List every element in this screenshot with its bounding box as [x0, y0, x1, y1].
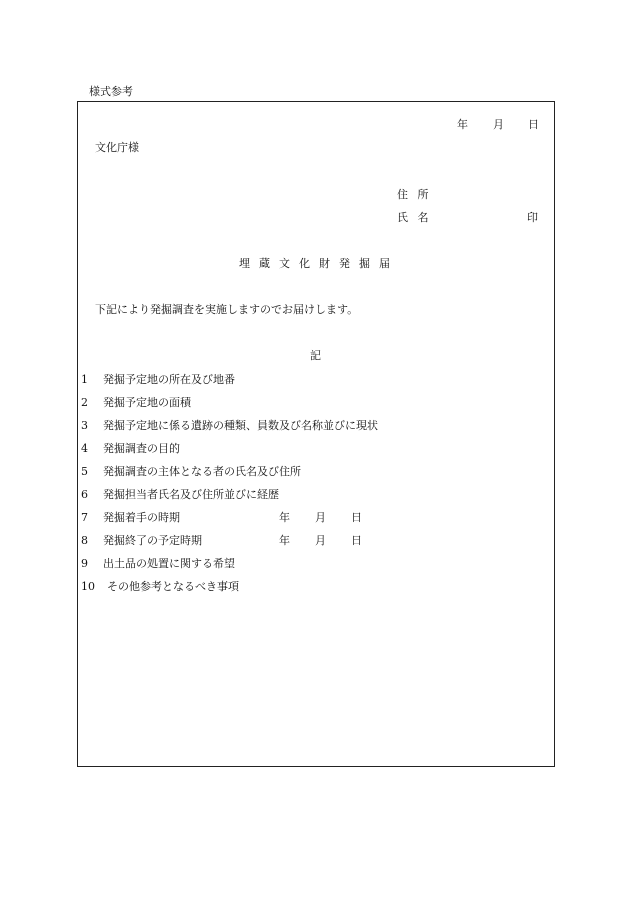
item-number: 8	[81, 534, 88, 547]
item-text: 発掘着手の時期	[103, 511, 180, 524]
seal-label: 印	[527, 211, 538, 224]
addressee: 文化庁様	[95, 141, 139, 154]
list-item	[81, 443, 180, 454]
item-day-label: 日	[351, 534, 362, 547]
list-item	[81, 558, 235, 569]
item-text: 発掘予定地に係る遺跡の種類、員数及び名称並びに現状	[103, 419, 378, 432]
applicant-name-label: 氏 名	[397, 211, 432, 224]
item-text: 発掘予定地の所在及び地番	[103, 373, 235, 386]
list-item	[81, 466, 301, 477]
list-item	[81, 489, 279, 500]
item-number: 10	[81, 580, 95, 593]
form-frame	[77, 101, 555, 767]
list-item	[81, 374, 235, 385]
item-number: 7	[81, 511, 88, 524]
item-number: 2	[81, 396, 88, 409]
intro-text: 下記により発掘調査を実施しますのでお届けします。	[95, 303, 359, 316]
item-month-label: 月	[315, 534, 326, 547]
item-month-label: 月	[315, 511, 326, 524]
list-item	[81, 420, 378, 431]
form-reference-label: 様式参考	[89, 85, 133, 98]
item-number: 5	[81, 465, 88, 478]
notation-heading: 記	[310, 349, 321, 362]
item-text: その他参考となるべき事項	[107, 580, 239, 593]
item-date-fields	[279, 535, 362, 546]
item-number: 3	[81, 419, 88, 432]
item-year-label: 年	[279, 534, 290, 547]
date-year-label: 年	[457, 118, 468, 131]
date-day-label: 日	[528, 118, 539, 131]
list-item	[81, 512, 180, 523]
item-text: 発掘担当者氏名及び住所並びに経歴	[103, 488, 279, 501]
item-text: 発掘調査の主体となる者の氏名及び住所	[103, 465, 301, 478]
date-month-label: 月	[493, 118, 504, 131]
item-number: 9	[81, 557, 88, 570]
list-item	[81, 535, 202, 546]
item-number: 6	[81, 488, 88, 501]
list-item	[81, 581, 239, 592]
applicant-address-label: 住 所	[397, 188, 432, 201]
document-title: 埋蔵文化財発掘届	[239, 257, 399, 270]
list-item	[81, 397, 191, 408]
item-text: 出土品の処置に関する希望	[103, 557, 235, 570]
item-text: 発掘終了の予定時期	[103, 534, 202, 547]
item-text: 発掘調査の目的	[103, 442, 180, 455]
item-day-label: 日	[351, 511, 362, 524]
item-number: 4	[81, 442, 88, 455]
item-year-label: 年	[279, 511, 290, 524]
item-number: 1	[81, 373, 88, 386]
item-date-fields	[279, 512, 362, 523]
item-text: 発掘予定地の面積	[103, 396, 191, 409]
